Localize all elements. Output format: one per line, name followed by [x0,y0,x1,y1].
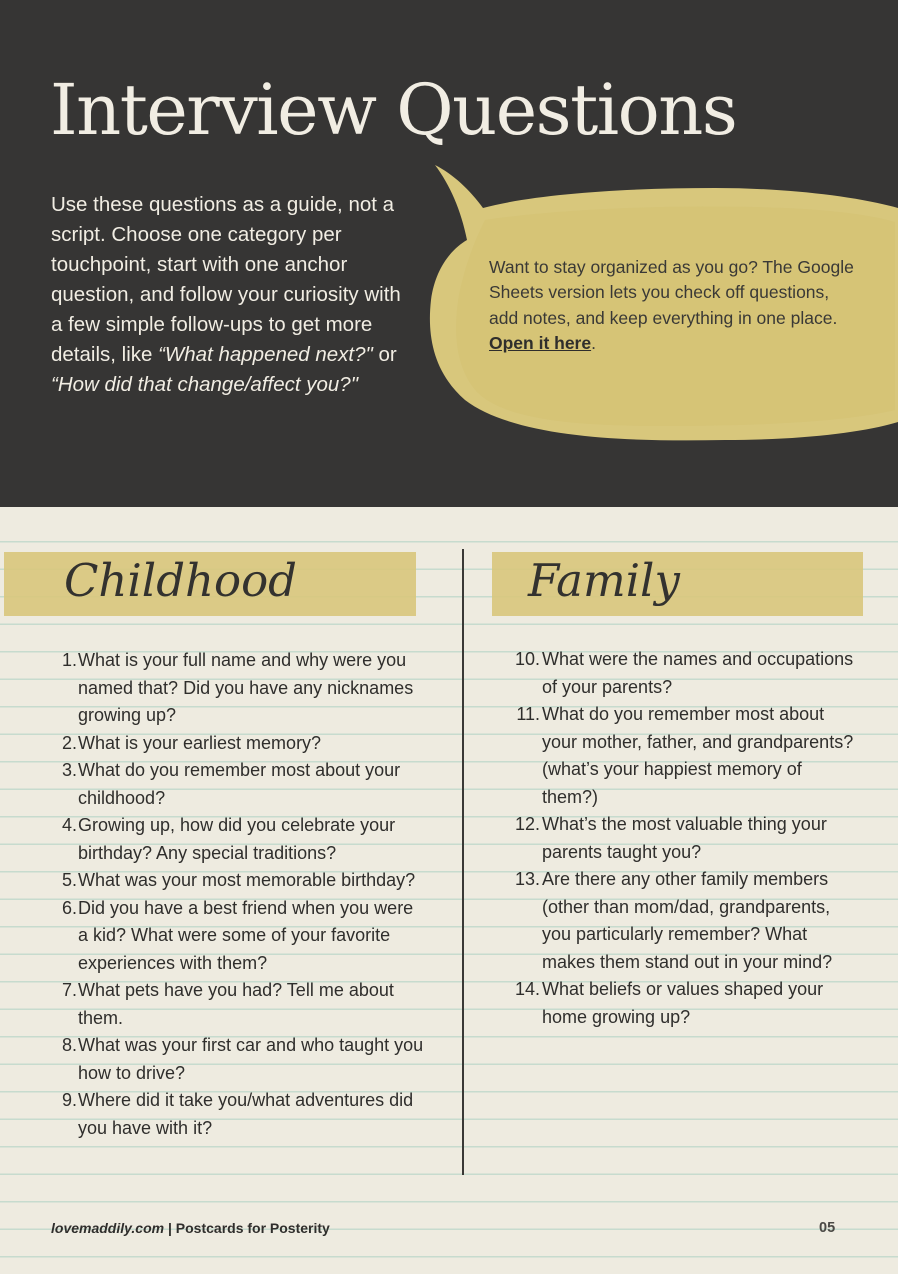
question-text: What do you remember most about your mother, father, and grandparents? (what’s your happiest memory of them?) [542,704,854,807]
column-divider [462,549,464,1175]
footer-separator: | [164,1220,176,1236]
question-text: Did you have a best friend when you were a kid? What were some of your favorite experiences with them? [78,897,414,973]
callout-text [489,255,854,356]
section-title-family: Family [528,554,680,607]
question-number: 12. [514,814,540,834]
question-item [510,811,860,866]
footer-publication: Postcards for Posterity [175,1220,330,1236]
intro-example-2: “How did that change/affect you?" [51,373,358,396]
question-item [50,812,425,867]
question-item [50,757,425,812]
question-text: What do you remember most about your childhood? [78,760,401,808]
question-number: 4. [61,815,77,835]
intro-example-1: “What happened next?" [158,343,373,366]
question-item [50,1032,425,1087]
question-item [510,866,860,976]
intro-text-connector: or [372,343,397,366]
question-number: 2. [61,732,77,753]
question-number: 8. [61,1035,77,1055]
page-title: Interview Questions [50,69,737,151]
question-number: 13. [514,869,540,889]
question-number: 10. [514,649,540,669]
question-text: What’s the most valuable thing your parents taught you? [542,814,827,862]
question-text: What was your most memorable birthday? [78,870,416,890]
question-item [50,895,425,978]
question-number: 9. [61,1090,77,1110]
question-number: 1. [61,650,77,670]
question-text: Growing up, how did you celebrate your birthday? Any special traditions? [78,815,396,863]
question-item [510,646,860,701]
question-item [50,977,425,1032]
question-text: What were the names and occupations of your parents? [542,649,854,697]
question-number: 11. [516,704,540,724]
page-number: 05 [819,1220,836,1236]
question-number: 6. [61,897,77,918]
callout-end: . [591,332,596,353]
question-text: What is your earliest memory? [78,732,322,753]
callout-body: Want to stay organized as you go? The Google Sheets version lets you check off questions, add notes, and keep everything in one place. [489,257,854,328]
intro-text: Use these questions as a guide, not a script. Choose one category per touchpoint, start with one anchor question, and follow your curiosity with a few simple follow-ups to get more details, like [51,193,401,366]
question-number: 3. [61,760,77,780]
question-text: What beliefs or values shaped your home growing up? [542,979,824,1027]
question-number: 14. [514,979,540,999]
question-text: Where did it take you/what adventures did you have with it? [78,1090,414,1138]
question-item [50,867,425,895]
intro-paragraph [51,190,411,400]
question-number: 5. [61,870,77,890]
question-item [510,976,860,1031]
question-text: What pets have you had? Tell me about them. [78,980,394,1028]
question-text: Are there any other family members (other than mom/dad, grandparents, you particularly remember? What makes them stand out in your mind? [542,869,833,972]
open-sheet-link[interactable]: Open it here [489,332,592,353]
question-item [50,647,425,730]
childhood-question-list [50,647,425,1142]
question-number: 7. [61,980,77,1000]
footer-credit [51,1220,330,1236]
question-text: What was your first car and who taught you how to drive? [78,1035,424,1083]
question-item [510,701,860,811]
footer-site: lovemaddily.com [51,1220,165,1236]
section-title-childhood: Childhood [64,554,297,607]
question-text: What is your full name and why were you named that? Did you have any nicknames growing up? [78,650,414,725]
family-question-list [510,646,860,1031]
question-item [50,730,425,758]
question-item [50,1087,425,1142]
